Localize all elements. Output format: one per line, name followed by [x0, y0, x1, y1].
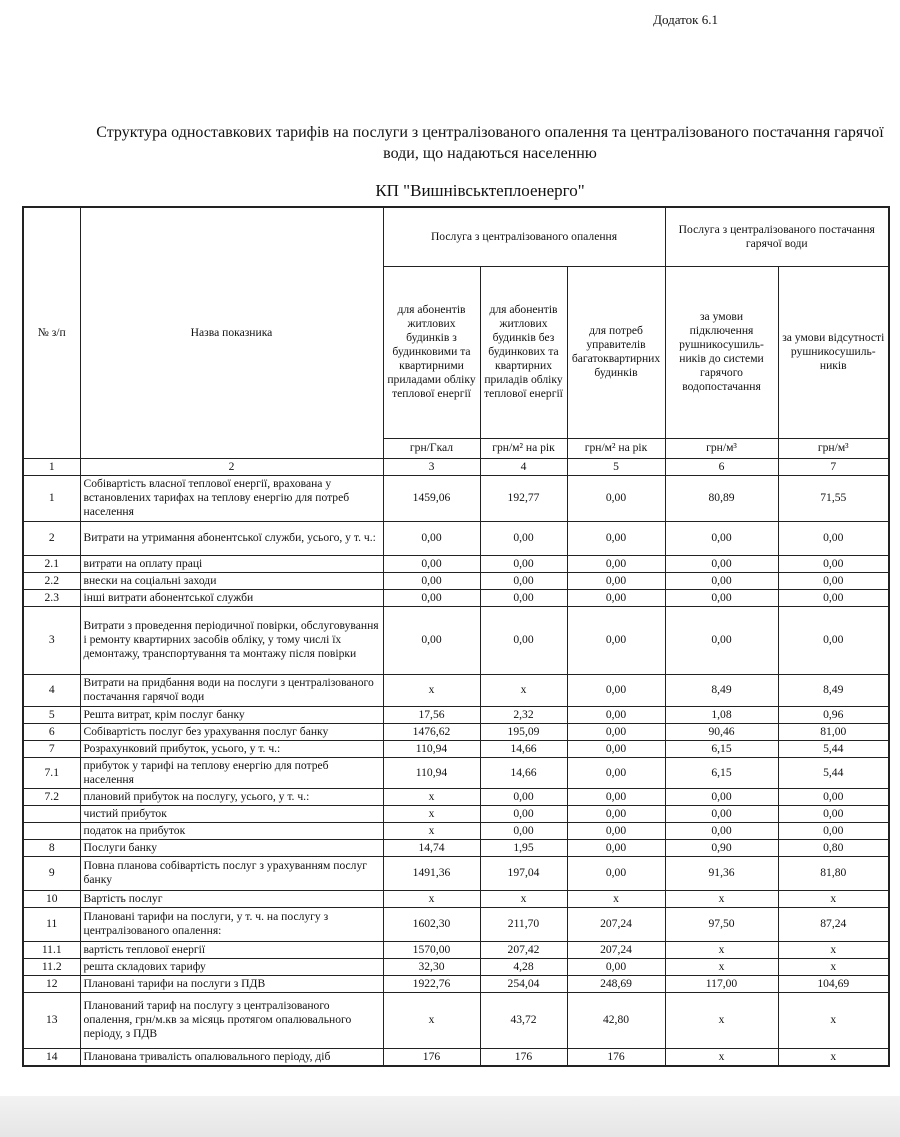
row-number: 8 [23, 839, 80, 856]
value-cell: х [778, 1048, 889, 1066]
value-cell: 176 [480, 1048, 567, 1066]
indicator-name: прибуток у тарифі на теплову енергію для потреб населення [80, 757, 383, 788]
row-number: 4 [23, 674, 80, 706]
table-body [23, 207, 889, 1066]
indicator-name: Решта витрат, крім послуг банку [80, 706, 383, 723]
value-cell: х [480, 674, 567, 706]
indicator-name: Витрати на утримання абонентської служби, усього, у т. ч.: [80, 521, 383, 555]
table-row [23, 757, 889, 788]
value-cell: 0,00 [480, 521, 567, 555]
value-cell: 1,08 [665, 706, 778, 723]
row-number: 2 [23, 521, 80, 555]
table-row [23, 856, 889, 890]
indicator-name: Собівартість послуг без урахування послуг банку [80, 723, 383, 740]
row-number: 2.1 [23, 555, 80, 572]
value-cell: х [665, 992, 778, 1048]
row-number [23, 822, 80, 839]
table-row [23, 822, 889, 839]
value-cell: 0,00 [567, 706, 665, 723]
value-cell: 5,44 [778, 757, 889, 788]
table-row [23, 674, 889, 706]
col-number: 5 [567, 458, 665, 475]
table-row [23, 941, 889, 958]
value-cell: 14,66 [480, 740, 567, 757]
value-cell: 0,00 [778, 589, 889, 606]
value-cell: х [665, 1048, 778, 1066]
value-cell: 0,00 [665, 606, 778, 674]
value-cell: 0,00 [778, 572, 889, 589]
row-number: 13 [23, 992, 80, 1048]
value-cell: х [778, 958, 889, 975]
table-row [23, 521, 889, 555]
indicator-name: плановий прибуток на послугу, усього, у т. ч.: [80, 788, 383, 805]
row-number: 7.1 [23, 757, 80, 788]
header-col-name: Назва показника [80, 207, 383, 458]
value-cell: 0,00 [665, 589, 778, 606]
unit-1: грн/Гкал [383, 438, 480, 458]
value-cell: 0,00 [778, 805, 889, 822]
value-cell: х [665, 958, 778, 975]
value-cell: 0,00 [665, 521, 778, 555]
value-cell: 0,00 [567, 740, 665, 757]
value-cell: 207,42 [480, 941, 567, 958]
header-group-heating: Послуга з централізованого опалення [383, 207, 665, 266]
table-row [23, 706, 889, 723]
value-cell: 0,00 [383, 572, 480, 589]
header-sub-4: за умови підключення рушникосушиль-ників до системи гарячого водопостачання [665, 266, 778, 438]
value-cell: 14,74 [383, 839, 480, 856]
value-cell: 0,00 [567, 521, 665, 555]
value-cell: 0,00 [778, 606, 889, 674]
indicator-name: Собівартість власної теплової енергії, врахована у встановлених тарифах на теплову енергію для потреб населення [80, 475, 383, 521]
table-row [23, 839, 889, 856]
row-number: 5 [23, 706, 80, 723]
value-cell: 5,44 [778, 740, 889, 757]
value-cell: 0,00 [665, 805, 778, 822]
header-sub-1: для абонентів житлових будинків з будинковими та квартирними приладами обліку теплової енергії [383, 266, 480, 438]
header-sub-5: за умови відсутності рушникосушиль-ників [778, 266, 889, 438]
value-cell: 0,00 [480, 788, 567, 805]
value-cell: 211,70 [480, 907, 567, 941]
value-cell: 91,36 [665, 856, 778, 890]
value-cell: 71,55 [778, 475, 889, 521]
value-cell: 0,00 [778, 555, 889, 572]
tariff-table [22, 206, 890, 1067]
value-cell: х [567, 890, 665, 907]
indicator-name: внески на соціальні заходи [80, 572, 383, 589]
table-row [23, 992, 889, 1048]
value-cell: х [383, 788, 480, 805]
value-cell: 8,49 [665, 674, 778, 706]
value-cell: 0,00 [778, 788, 889, 805]
table-row [23, 788, 889, 805]
header-sub-2: для абонентів житлових будинків без будинкових та квартирних приладів обліку теплової енергії [480, 266, 567, 438]
row-number: 1 [23, 475, 80, 521]
title-line-2: води, що надаються населенню [383, 145, 597, 162]
column-numbers-row [23, 458, 889, 475]
value-cell: 0,00 [383, 555, 480, 572]
row-number: 14 [23, 1048, 80, 1066]
value-cell: 0,00 [567, 674, 665, 706]
table-row [23, 958, 889, 975]
col-number: 6 [665, 458, 778, 475]
value-cell: 0,00 [778, 521, 889, 555]
value-cell: 0,80 [778, 839, 889, 856]
value-cell: х [383, 822, 480, 839]
row-number: 9 [23, 856, 80, 890]
table-row [23, 740, 889, 757]
table-row [23, 723, 889, 740]
value-cell: 0,00 [665, 555, 778, 572]
value-cell: 6,15 [665, 757, 778, 788]
indicator-name: вартість теплової енергії [80, 941, 383, 958]
value-cell: 0,00 [778, 822, 889, 839]
addendum-label: Додаток 6.1 [653, 12, 718, 27]
value-cell: 0,00 [567, 839, 665, 856]
value-cell: х [665, 890, 778, 907]
row-number: 10 [23, 890, 80, 907]
value-cell: 0,00 [567, 555, 665, 572]
value-cell: 0,96 [778, 706, 889, 723]
indicator-name: Вартість послуг [80, 890, 383, 907]
row-number: 2.3 [23, 589, 80, 606]
value-cell: 197,04 [480, 856, 567, 890]
col-number: 2 [80, 458, 383, 475]
value-cell: 0,00 [383, 521, 480, 555]
row-number [23, 805, 80, 822]
value-cell: 117,00 [665, 975, 778, 992]
value-cell: 8,49 [778, 674, 889, 706]
table-row [23, 606, 889, 674]
value-cell: 0,00 [567, 805, 665, 822]
value-cell: 0,00 [567, 856, 665, 890]
indicator-name: витрати на оплату праці [80, 555, 383, 572]
row-number: 7 [23, 740, 80, 757]
table-row [23, 572, 889, 589]
table-row [23, 555, 889, 572]
value-cell: 43,72 [480, 992, 567, 1048]
value-cell: 207,24 [567, 907, 665, 941]
col-number: 1 [23, 458, 80, 475]
value-cell: 81,80 [778, 856, 889, 890]
indicator-name: Витрати на придбання води на послуги з централізованого постачання гарячої води [80, 674, 383, 706]
row-number: 7.2 [23, 788, 80, 805]
value-cell: 0,00 [480, 589, 567, 606]
table-row [23, 890, 889, 907]
value-cell: 0,00 [480, 572, 567, 589]
value-cell: 1922,76 [383, 975, 480, 992]
value-cell: х [480, 890, 567, 907]
value-cell: х [778, 941, 889, 958]
value-cell: х [383, 674, 480, 706]
table-row [23, 475, 889, 521]
row-number: 6 [23, 723, 80, 740]
table-row [23, 907, 889, 941]
value-cell: 0,00 [567, 958, 665, 975]
value-cell: 14,66 [480, 757, 567, 788]
indicator-name: чистий прибуток [80, 805, 383, 822]
header-col-no: № з/п [23, 207, 80, 458]
value-cell: 1491,36 [383, 856, 480, 890]
value-cell: 90,46 [665, 723, 778, 740]
header-row-groups [23, 207, 889, 266]
value-cell: 0,00 [567, 757, 665, 788]
indicator-name: Плановані тарифи на послуги з ПДВ [80, 975, 383, 992]
indicator-name: інші витрати абонентської служби [80, 589, 383, 606]
value-cell: х [665, 941, 778, 958]
value-cell: 32,30 [383, 958, 480, 975]
indicator-name: Планована тривалість опалювального періоду, діб [80, 1048, 383, 1066]
value-cell: 0,00 [567, 589, 665, 606]
value-cell: 80,89 [665, 475, 778, 521]
indicator-name: Планований тариф на послугу з централізованого опалення, грн/м.кв за місяць протягом опалювального періоду, з ПДВ [80, 992, 383, 1048]
row-number: 11.1 [23, 941, 80, 958]
value-cell: 42,80 [567, 992, 665, 1048]
value-cell: 0,00 [480, 822, 567, 839]
indicator-name: Плановані тарифи на послуги, у т. ч. на послугу з централізованого опалення: [80, 907, 383, 941]
value-cell: 0,00 [383, 589, 480, 606]
value-cell: 1476,62 [383, 723, 480, 740]
scan-bottom-edge [0, 1096, 900, 1137]
col-number: 4 [480, 458, 567, 475]
value-cell: 0,00 [567, 572, 665, 589]
value-cell: 1,95 [480, 839, 567, 856]
table-row [23, 1048, 889, 1066]
value-cell: 97,50 [665, 907, 778, 941]
value-cell: 207,24 [567, 941, 665, 958]
value-cell: 2,32 [480, 706, 567, 723]
value-cell: 1459,06 [383, 475, 480, 521]
row-number: 2.2 [23, 572, 80, 589]
value-cell: 0,00 [383, 606, 480, 674]
value-cell: 0,00 [567, 606, 665, 674]
indicator-name: Розрахунковий прибуток, усього, у т. ч.: [80, 740, 383, 757]
header-group-hot-water: Послуга з централізованого постачання гарячої води [665, 207, 889, 266]
value-cell: 176 [383, 1048, 480, 1066]
value-cell: 110,94 [383, 757, 480, 788]
indicator-name: податок на прибуток [80, 822, 383, 839]
value-cell: 0,00 [567, 475, 665, 521]
value-cell: 104,69 [778, 975, 889, 992]
col-number: 7 [778, 458, 889, 475]
value-cell: 17,56 [383, 706, 480, 723]
value-cell: 0,00 [480, 555, 567, 572]
value-cell: 1602,30 [383, 907, 480, 941]
value-cell: 0,00 [665, 572, 778, 589]
value-cell: 0,00 [665, 822, 778, 839]
indicator-name: Повна планова собівартість послуг з урахуванням послуг банку [80, 856, 383, 890]
value-cell: 1570,00 [383, 941, 480, 958]
value-cell: х [778, 890, 889, 907]
title-line-1: Структура одноставкових тарифів на послуги з централізованого опалення та централізованого постачання гарячої [96, 124, 884, 141]
value-cell: 0,00 [665, 788, 778, 805]
value-cell: 110,94 [383, 740, 480, 757]
value-cell: 195,09 [480, 723, 567, 740]
row-number: 3 [23, 606, 80, 674]
value-cell: х [383, 890, 480, 907]
value-cell: 0,00 [567, 788, 665, 805]
value-cell: 87,24 [778, 907, 889, 941]
row-number: 11 [23, 907, 80, 941]
value-cell: 0,90 [665, 839, 778, 856]
organization-name: КП "Вишнівськтеплоенерго" [375, 181, 585, 200]
header-sub-3: для потреб управителів багатоквартирних будинків [567, 266, 665, 438]
value-cell: 176 [567, 1048, 665, 1066]
value-cell: 0,00 [480, 805, 567, 822]
indicator-name: Витрати з проведення періодичної повірки, обслуговування і ремонту квартирних засобів обліку, у тому числі їх демонтажу, транспортування та монтажу після повірки [80, 606, 383, 674]
row-number: 11.2 [23, 958, 80, 975]
value-cell: х [383, 805, 480, 822]
value-cell: 254,04 [480, 975, 567, 992]
unit-5: грн/м³ [778, 438, 889, 458]
value-cell: 0,00 [567, 822, 665, 839]
unit-4: грн/м³ [665, 438, 778, 458]
col-number: 3 [383, 458, 480, 475]
value-cell: 0,00 [567, 723, 665, 740]
indicator-name: решта складових тарифу [80, 958, 383, 975]
value-cell: 192,77 [480, 475, 567, 521]
indicator-name: Послуги банку [80, 839, 383, 856]
unit-2: грн/м² на рік [480, 438, 567, 458]
table-row [23, 805, 889, 822]
value-cell: 0,00 [480, 606, 567, 674]
value-cell: 248,69 [567, 975, 665, 992]
value-cell: 81,00 [778, 723, 889, 740]
unit-3: грн/м² на рік [567, 438, 665, 458]
table-row [23, 975, 889, 992]
value-cell: 6,15 [665, 740, 778, 757]
value-cell: х [383, 992, 480, 1048]
row-number: 12 [23, 975, 80, 992]
value-cell: 4,28 [480, 958, 567, 975]
value-cell: х [778, 992, 889, 1048]
page-title [80, 122, 900, 164]
table-row [23, 589, 889, 606]
